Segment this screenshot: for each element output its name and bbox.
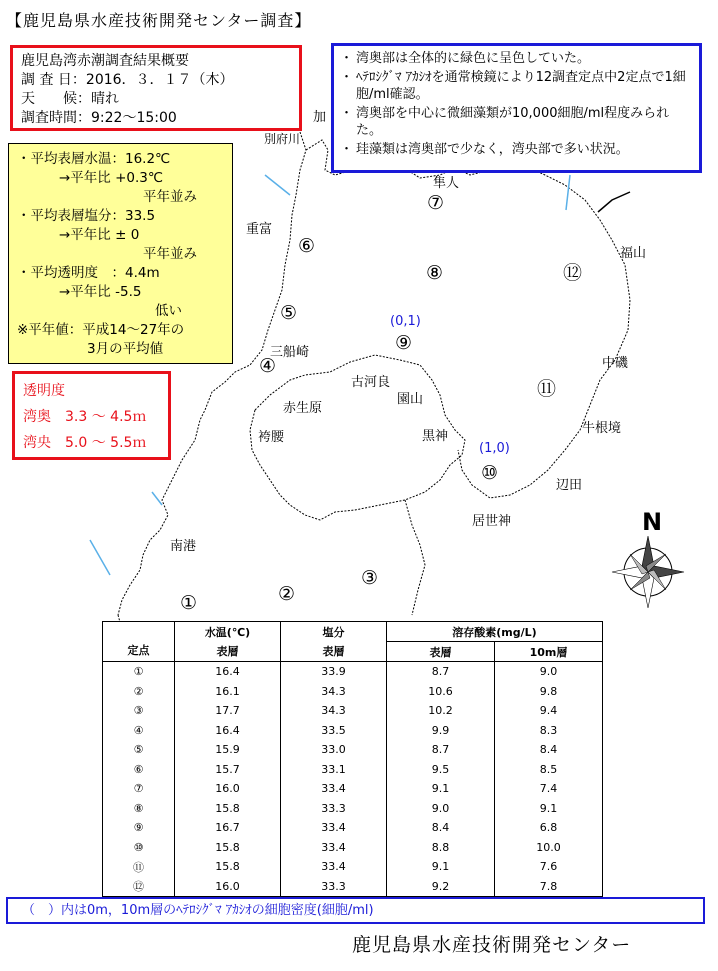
table-cell-temp: 16.0 <box>175 779 281 799</box>
station-4: ④ <box>259 355 277 377</box>
normal-note-1: ※平年値：平成14～27年の <box>17 322 185 338</box>
col-do-surface: 表層 <box>387 642 495 662</box>
table-cell-do_10: 6.8 <box>495 818 603 838</box>
place-nakaiso: 中磯 <box>602 356 629 371</box>
place-akamizuhara: 赤生原 <box>283 401 323 416</box>
table-row <box>103 662 603 682</box>
southeast-coastline <box>405 500 425 615</box>
place-aira: 別府川 <box>264 132 301 146</box>
col-station: 定点 <box>103 622 175 662</box>
table-row <box>103 857 603 877</box>
survey-heading: 鹿児島湾赤潮調査結果概要 <box>21 53 189 69</box>
place-kurokami: 黒神 <box>422 429 449 444</box>
table-cell-st: ⑦ <box>103 779 175 799</box>
table-cell-do_10: 9.8 <box>495 682 603 702</box>
table-cell-do_s: 10.2 <box>387 701 495 721</box>
table-cell-st: ⑤ <box>103 740 175 760</box>
northern-coastline <box>306 140 630 498</box>
place-minamiko: 南港 <box>170 539 197 554</box>
station-1: ① <box>180 592 198 614</box>
observation-notes-box <box>331 43 702 173</box>
table-cell-temp: 16.0 <box>175 877 281 897</box>
place-mifunezaki: 三船崎 <box>270 345 310 360</box>
table-cell-sal: 33.5 <box>281 721 387 741</box>
coord-station-10: (1,0) <box>479 441 510 456</box>
place-kajiki: 加 <box>313 110 327 125</box>
river-2 <box>566 175 570 210</box>
table-cell-sal: 33.3 <box>281 799 387 819</box>
transparency-inner: 湾奥 3.3 ～ 4.5ｍ <box>23 409 147 425</box>
place-kogawara: 古河良 <box>351 375 391 390</box>
table-cell-st: ⑫ <box>103 877 175 897</box>
normal-note-2: 3月の平均値 <box>87 341 164 357</box>
table-cell-temp: 16.7 <box>175 818 281 838</box>
place-hakamagoshi: 袴腰 <box>258 430 285 445</box>
avg-salinity-diff: →平年比 ± 0 <box>59 227 140 243</box>
place-shigetomi: 重富 <box>246 222 273 237</box>
avg-transp-diff: →平年比 -5.5 <box>59 284 142 300</box>
transparency-central: 湾央 5.0 ～ 5.5ｍ <box>23 435 147 451</box>
table-cell-do_10: 9.1 <box>495 799 603 819</box>
avg-salinity-eval: 平年並み <box>143 246 197 262</box>
place-fukuyama: 福山 <box>620 246 647 261</box>
col-temp-surface: 表層 <box>175 642 281 662</box>
footnote-bar: （ ）内は0m，10m層のﾍﾃﾛｼｸﾞﾏ ｱｶｼｵの細胞密度(細胞/ml) <box>6 897 705 924</box>
note-item: ・ 湾奥部を中心に微細藻類が10,000細胞/ml程度みられた。 <box>342 105 693 139</box>
table-cell-do_s: 9.5 <box>387 760 495 780</box>
col-sal-surface: 表層 <box>281 642 387 662</box>
page-title: 【鹿児島県水産技術開発センター調査】 <box>6 11 312 30</box>
table-cell-do_s: 9.0 <box>387 799 495 819</box>
river-3 <box>90 540 110 575</box>
table-row <box>103 779 603 799</box>
table-cell-do_10: 10.0 <box>495 838 603 858</box>
table-cell-st: ⑪ <box>103 857 175 877</box>
avg-transp-eval: 低い <box>155 303 182 319</box>
boundary-line <box>598 192 630 212</box>
station-9: ⑨ <box>395 332 413 354</box>
table-cell-do_s: 9.1 <box>387 779 495 799</box>
table-cell-do_s: 10.6 <box>387 682 495 702</box>
compass-north-label: N <box>642 508 663 536</box>
coord-station-9: (0,1) <box>390 314 421 329</box>
survey-date-row: 調 査 日：2016．３．１７（木） <box>21 72 234 88</box>
table-cell-sal: 33.1 <box>281 760 387 780</box>
table-row <box>103 877 603 897</box>
table-cell-temp: 15.8 <box>175 857 281 877</box>
organization-footer: 鹿児島県水産技術開発センター <box>352 934 632 956</box>
place-hayato: 隼人 <box>433 176 460 191</box>
table-body <box>103 662 603 897</box>
table-cell-temp: 16.4 <box>175 662 281 682</box>
table-cell-do_s: 8.4 <box>387 818 495 838</box>
place-sonoyama: 園山 <box>397 392 424 407</box>
station-5: ⑤ <box>280 302 298 324</box>
transparency-heading: 透明度 <box>23 383 65 399</box>
table-cell-do_10: 9.4 <box>495 701 603 721</box>
table-cell-do_s: 9.1 <box>387 857 495 877</box>
station-8: ⑧ <box>426 262 444 284</box>
river-4 <box>152 492 162 505</box>
table-cell-temp: 15.7 <box>175 760 281 780</box>
river-1 <box>265 175 290 195</box>
avg-temp-eval: 平年並み <box>143 189 197 205</box>
col-salinity: 塩分 <box>281 622 387 642</box>
compass-rose <box>612 536 684 608</box>
table-cell-st: ⑨ <box>103 818 175 838</box>
table-row <box>103 721 603 741</box>
table-row <box>103 818 603 838</box>
table-cell-temp: 15.8 <box>175 799 281 819</box>
table-cell-temp: 17.7 <box>175 701 281 721</box>
table-cell-sal: 34.3 <box>281 701 387 721</box>
table-cell-sal: 33.4 <box>281 779 387 799</box>
station-2: ② <box>278 583 296 605</box>
survey-weather-row: 天 候：晴れ <box>21 91 119 107</box>
data-table <box>102 621 603 897</box>
note-item: ・ 湾奥部は全体的に緑色に呈色していた。 <box>342 50 693 67</box>
table-cell-do_s: 9.2 <box>387 877 495 897</box>
table-cell-sal: 33.4 <box>281 818 387 838</box>
table-cell-do_10: 7.8 <box>495 877 603 897</box>
table-cell-do_10: 7.4 <box>495 779 603 799</box>
averages-box <box>8 143 233 364</box>
table-cell-st: ⑩ <box>103 838 175 858</box>
table-row <box>103 740 603 760</box>
table-cell-temp: 15.9 <box>175 740 281 760</box>
transparency-box <box>12 371 171 460</box>
col-do: 溶存酸素(mg/L) <box>387 622 603 642</box>
station-11: ⑪ <box>537 378 557 400</box>
table-cell-sal: 34.3 <box>281 682 387 702</box>
table-cell-sal: 33.4 <box>281 838 387 858</box>
table-cell-sal: 33.0 <box>281 740 387 760</box>
table-cell-do_s: 8.8 <box>387 838 495 858</box>
table-cell-do_10: 9.0 <box>495 662 603 682</box>
table-cell-do_10: 8.3 <box>495 721 603 741</box>
table-cell-st: ④ <box>103 721 175 741</box>
table-row <box>103 760 603 780</box>
col-temp: 水温(℃) <box>175 622 281 642</box>
station-12: ⑫ <box>563 262 583 284</box>
table-cell-temp: 16.4 <box>175 721 281 741</box>
table-row <box>103 838 603 858</box>
station-10: ⑩ <box>481 462 499 484</box>
table-cell-st: ① <box>103 662 175 682</box>
place-henda: 辺田 <box>556 478 583 493</box>
station-6: ⑥ <box>298 235 316 257</box>
table-cell-temp: 15.8 <box>175 838 281 858</box>
note-item: ・ ﾍﾃﾛｼｸﾞﾏ ｱｶｼｵを通常検鏡により12調査定点中2定点で1細胞/ml確認。 <box>342 69 693 103</box>
table-cell-do_s: 8.7 <box>387 662 495 682</box>
table-cell-do_10: 8.5 <box>495 760 603 780</box>
table-cell-st: ② <box>103 682 175 702</box>
table-cell-sal: 33.3 <box>281 877 387 897</box>
table-cell-do_10: 7.6 <box>495 857 603 877</box>
avg-transp-label: ・平均透明度 ：4.4m <box>17 265 160 281</box>
place-isejin: 居世神 <box>472 514 512 529</box>
station-7: ⑦ <box>427 192 445 214</box>
table-cell-sal: 33.9 <box>281 662 387 682</box>
table-cell-do_10: 8.4 <box>495 740 603 760</box>
table-cell-sal: 33.4 <box>281 857 387 877</box>
place-ushinekyo: 牛根境 <box>582 421 622 436</box>
table-cell-st: ⑧ <box>103 799 175 819</box>
note-item: ・ 珪藻類は湾奥部で少なく，湾央部で多い状況。 <box>342 141 693 158</box>
table-row <box>103 682 603 702</box>
table-cell-temp: 16.1 <box>175 682 281 702</box>
table-cell-st: ③ <box>103 701 175 721</box>
survey-summary-box <box>10 45 302 131</box>
table-cell-st: ⑥ <box>103 760 175 780</box>
avg-temp-diff: →平年比 +0.3℃ <box>59 170 164 186</box>
avg-salinity-label: ・平均表層塩分：33.5 <box>17 208 156 224</box>
station-3: ③ <box>361 567 379 589</box>
table-row <box>103 701 603 721</box>
table-row <box>103 799 603 819</box>
survey-time-row: 調査時間：9:22～15:00 <box>21 110 177 126</box>
avg-temp-label: ・平均表層水温：16.2℃ <box>17 151 171 167</box>
table-cell-do_s: 8.7 <box>387 740 495 760</box>
table-cell-do_s: 9.9 <box>387 721 495 741</box>
col-do-10m: 10m層 <box>495 642 603 662</box>
